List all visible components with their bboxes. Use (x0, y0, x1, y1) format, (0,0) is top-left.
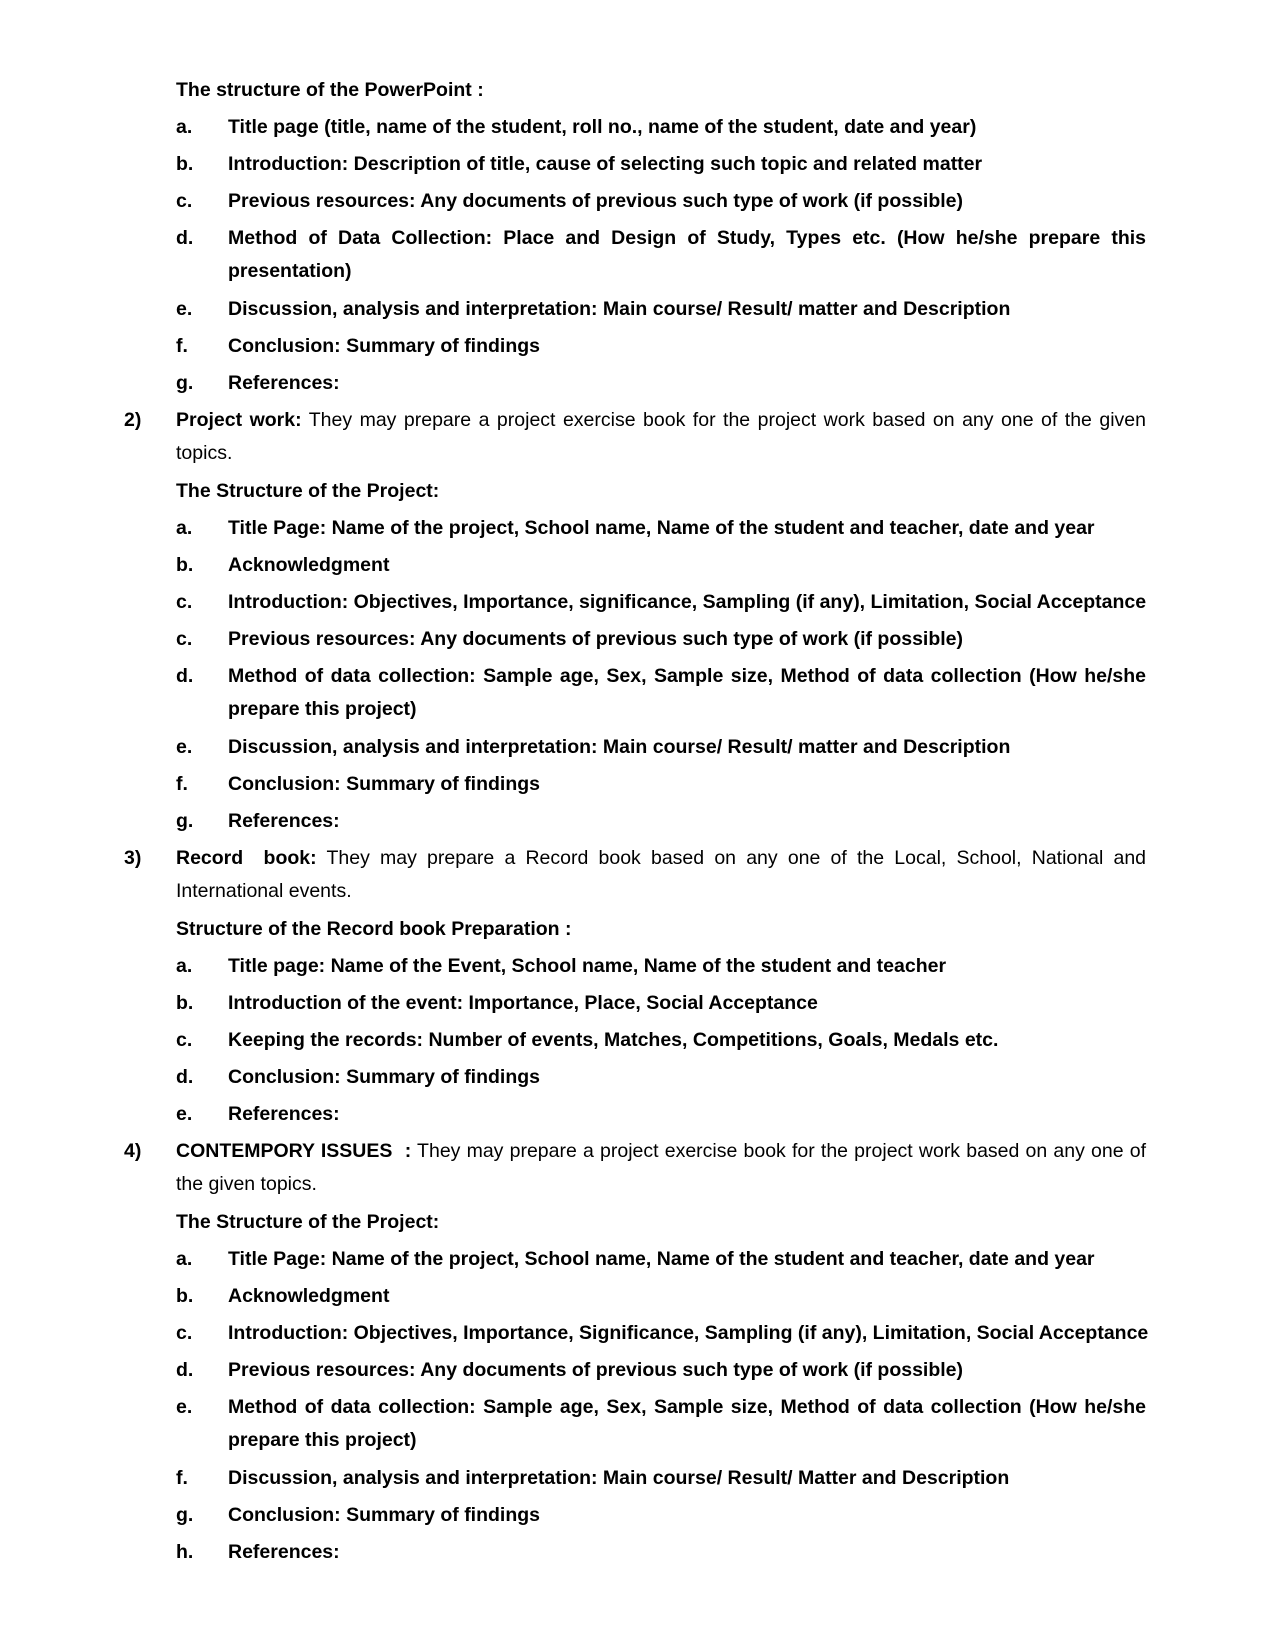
section-title: Record book: (176, 847, 317, 869)
list-label: g. (176, 372, 194, 394)
list-item: Discussion, analysis and interpretation: Main course/ Result/ matter and Description (228, 736, 1011, 758)
list-label: d. (176, 1359, 194, 1381)
list-label: c. (176, 190, 193, 212)
section-description-continuation: International events. (176, 880, 352, 902)
list-item: Method of Data Collection: Place and Design of Study, Types etc. (How he/she prepare this (228, 227, 1146, 249)
list-item: Method of data collection: Sample age, Sex, Sample size, Method of data collection (How he/she (228, 665, 1146, 687)
list-item: Keeping the records: Number of events, Matches, Competitions, Goals, Medals etc. (228, 1029, 999, 1051)
list-label: e. (176, 298, 193, 320)
list-item: Title Page: Name of the project, School name, Name of the student and teacher, date and year (228, 517, 1095, 539)
section-number: 4) (124, 1140, 142, 1162)
list-label: b. (176, 153, 194, 175)
section-description-continuation: topics. (176, 442, 233, 464)
list-label: g. (176, 810, 194, 832)
list-item-continuation: presentation) (228, 260, 352, 282)
list-item: Title page: Name of the Event, School name, Name of the student and teacher (228, 955, 947, 977)
list-item: Conclusion: Summary of findings (228, 335, 541, 357)
list-label: a. (176, 116, 193, 138)
list-label: c. (176, 1029, 193, 1051)
list-label: b. (176, 992, 194, 1014)
list-label: b. (176, 1285, 194, 1307)
section-description: They may prepare a project exercise book for the project work based on any one of (411, 1140, 1147, 1162)
section-description-continuation: the given topics. (176, 1173, 317, 1195)
project-structure-heading: The Structure of the Project: (176, 480, 440, 502)
list-label: b. (176, 554, 194, 576)
contemporary-structure-heading: The Structure of the Project: (176, 1211, 440, 1233)
section-description: They may prepare a project exercise book for the project work based on any one of the given (301, 409, 1146, 431)
list-item: Introduction: Objectives, Importance, significance, Sampling (if any), Limitation, Social Acceptance (228, 591, 1147, 613)
list-item: Introduction: Description of title, cause of selecting such topic and related matter (228, 153, 983, 175)
list-label: e. (176, 1103, 193, 1125)
list-item: Conclusion: Summary of findings (228, 1504, 541, 1526)
list-item: Previous resources: Any documents of previous such type of work (if possible) (228, 1359, 964, 1381)
list-item: Method of data collection: Sample age, Sex, Sample size, Method of data collection (How he/she (228, 1396, 1146, 1418)
section-number: 2) (124, 409, 142, 431)
section-title: Project work: (176, 409, 302, 431)
list-item: Introduction: Objectives, Importance, Significance, Sampling (if any), Limitation, Social Acceptance (228, 1322, 1149, 1344)
list-label: f. (176, 1467, 188, 1489)
list-label: e. (176, 736, 193, 758)
list-item: Conclusion: Summary of findings (228, 1066, 541, 1088)
list-item: Title page (title, name of the student, roll no., name of the student, date and year) (228, 116, 977, 138)
list-label: e. (176, 1396, 193, 1418)
section-number: 3) (124, 847, 142, 869)
section-title: CONTEMPORY ISSUES : (176, 1140, 412, 1162)
section-intro (176, 846, 1146, 870)
list-label: c. (176, 1322, 193, 1344)
list-item: Discussion, analysis and interpretation: Main course/ Result/ matter and Description (228, 298, 1011, 320)
section-intro (176, 1139, 1146, 1163)
list-item: Introduction of the event: Importance, Place, Social Acceptance (228, 992, 818, 1014)
list-label: g. (176, 1504, 194, 1526)
list-label: c. (176, 628, 193, 650)
section-description: They may prepare a Record book based on any one of the Local, School, National and (316, 847, 1147, 869)
list-item: Title Page: Name of the project, School name, Name of the student and teacher, date and year (228, 1248, 1095, 1270)
list-label: a. (176, 955, 193, 977)
section-intro (176, 408, 1146, 432)
list-item: Discussion, analysis and interpretation: Main course/ Result/ Matter and Description (228, 1467, 1010, 1489)
list-label: f. (176, 773, 188, 795)
list-item: References: (228, 810, 340, 832)
list-item: Conclusion: Summary of findings (228, 773, 541, 795)
powerpoint-heading: The structure of the PowerPoint : (176, 79, 484, 101)
list-label: a. (176, 1248, 193, 1270)
list-item: References: (228, 1541, 340, 1563)
list-item-continuation: prepare this project) (228, 1429, 417, 1451)
list-item-continuation: prepare this project) (228, 698, 417, 720)
list-label: a. (176, 517, 193, 539)
list-label: d. (176, 1066, 194, 1088)
list-label: d. (176, 227, 194, 249)
list-label: d. (176, 665, 194, 687)
list-item: Previous resources: Any documents of previous such type of work (if possible) (228, 190, 964, 212)
list-item: Previous resources: Any documents of previous such type of work (if possible) (228, 628, 964, 650)
list-label: c. (176, 591, 193, 613)
list-label: f. (176, 335, 188, 357)
list-item: References: (228, 1103, 340, 1125)
list-label: h. (176, 1541, 194, 1563)
list-item: Acknowledgment (228, 1285, 390, 1307)
record-structure-heading: Structure of the Record book Preparation : (176, 918, 572, 940)
list-item: Acknowledgment (228, 554, 390, 576)
list-item: References: (228, 372, 340, 394)
